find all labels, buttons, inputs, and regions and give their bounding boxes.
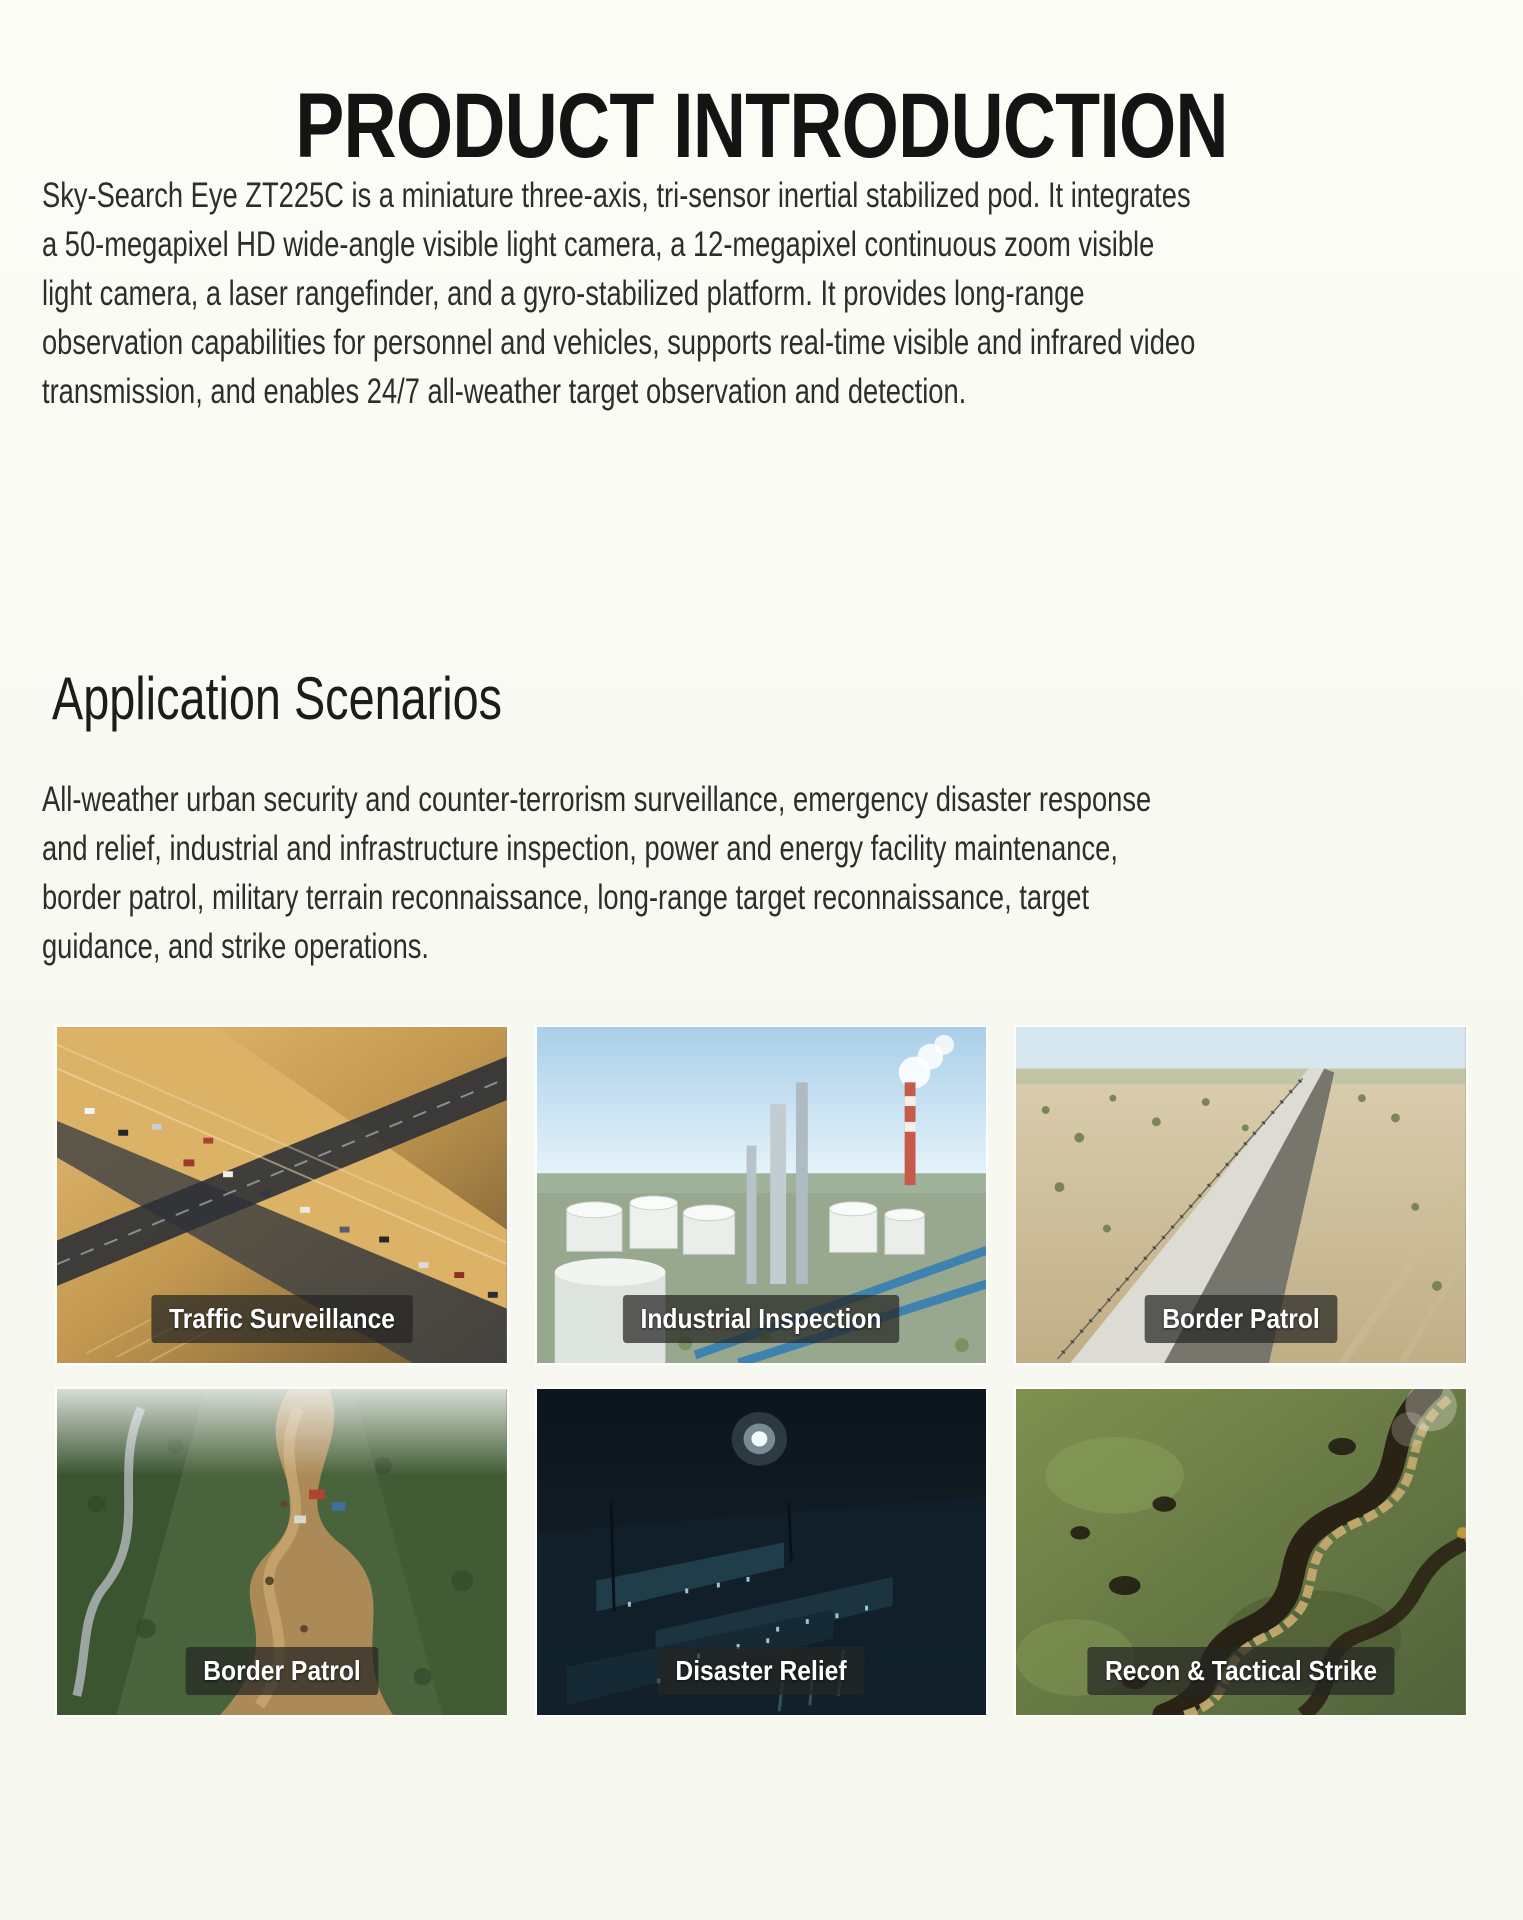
industrial-inspection-label: Industrial Inspection — [623, 1295, 899, 1343]
gallery-item-disaster-relief — [535, 1387, 989, 1717]
gallery-item-recon-tactical-strike — [1014, 1387, 1468, 1717]
border-patrol-valley-label: Border Patrol — [185, 1647, 378, 1695]
disaster-relief-label: Disaster Relief — [658, 1647, 864, 1695]
gallery-item-traffic-surveillance — [55, 1025, 509, 1365]
gallery-item-border-patrol-valley — [55, 1387, 509, 1717]
application-scenarios-gallery — [55, 1025, 1468, 1717]
application-scenarios-paragraph: All-weather urban security and counter-terrorism surveillance, emergency disaster response and relief, industrial and infrastructure inspection, power and energy facility maintenance, border patrol, military terrain reconnaissance, long-range target reconnaissance, target guidance, and strike operations. — [42, 780, 1152, 966]
gallery-item-industrial-inspection — [535, 1025, 989, 1365]
page-title: PRODUCT INTRODUCTION — [295, 74, 1228, 177]
gallery-item-border-patrol-wall — [1014, 1025, 1468, 1365]
recon-tactical-strike-label: Recon & Tactical Strike — [1088, 1647, 1395, 1695]
intro-paragraph: Sky-Search Eye ZT225C is a miniature three-axis, tri-sensor inertial stabilized pod. It integrates a 50-megapixel HD wide-angle visible light camera, a 12-megapixel continuous zoom visible light camera, a laser rangefinder, and a gyro-stabilized platform. It provides long-range observation capabilities for personnel and vehicles, supports real-time visible and infrared video transmission, and enables 24/7 all-weather target observation and detection. — [42, 176, 1196, 411]
border-patrol-wall-label: Border Patrol — [1145, 1295, 1338, 1343]
application-scenarios-heading: Application Scenarios — [52, 664, 503, 732]
traffic-surveillance-label: Traffic Surveillance — [151, 1295, 412, 1343]
